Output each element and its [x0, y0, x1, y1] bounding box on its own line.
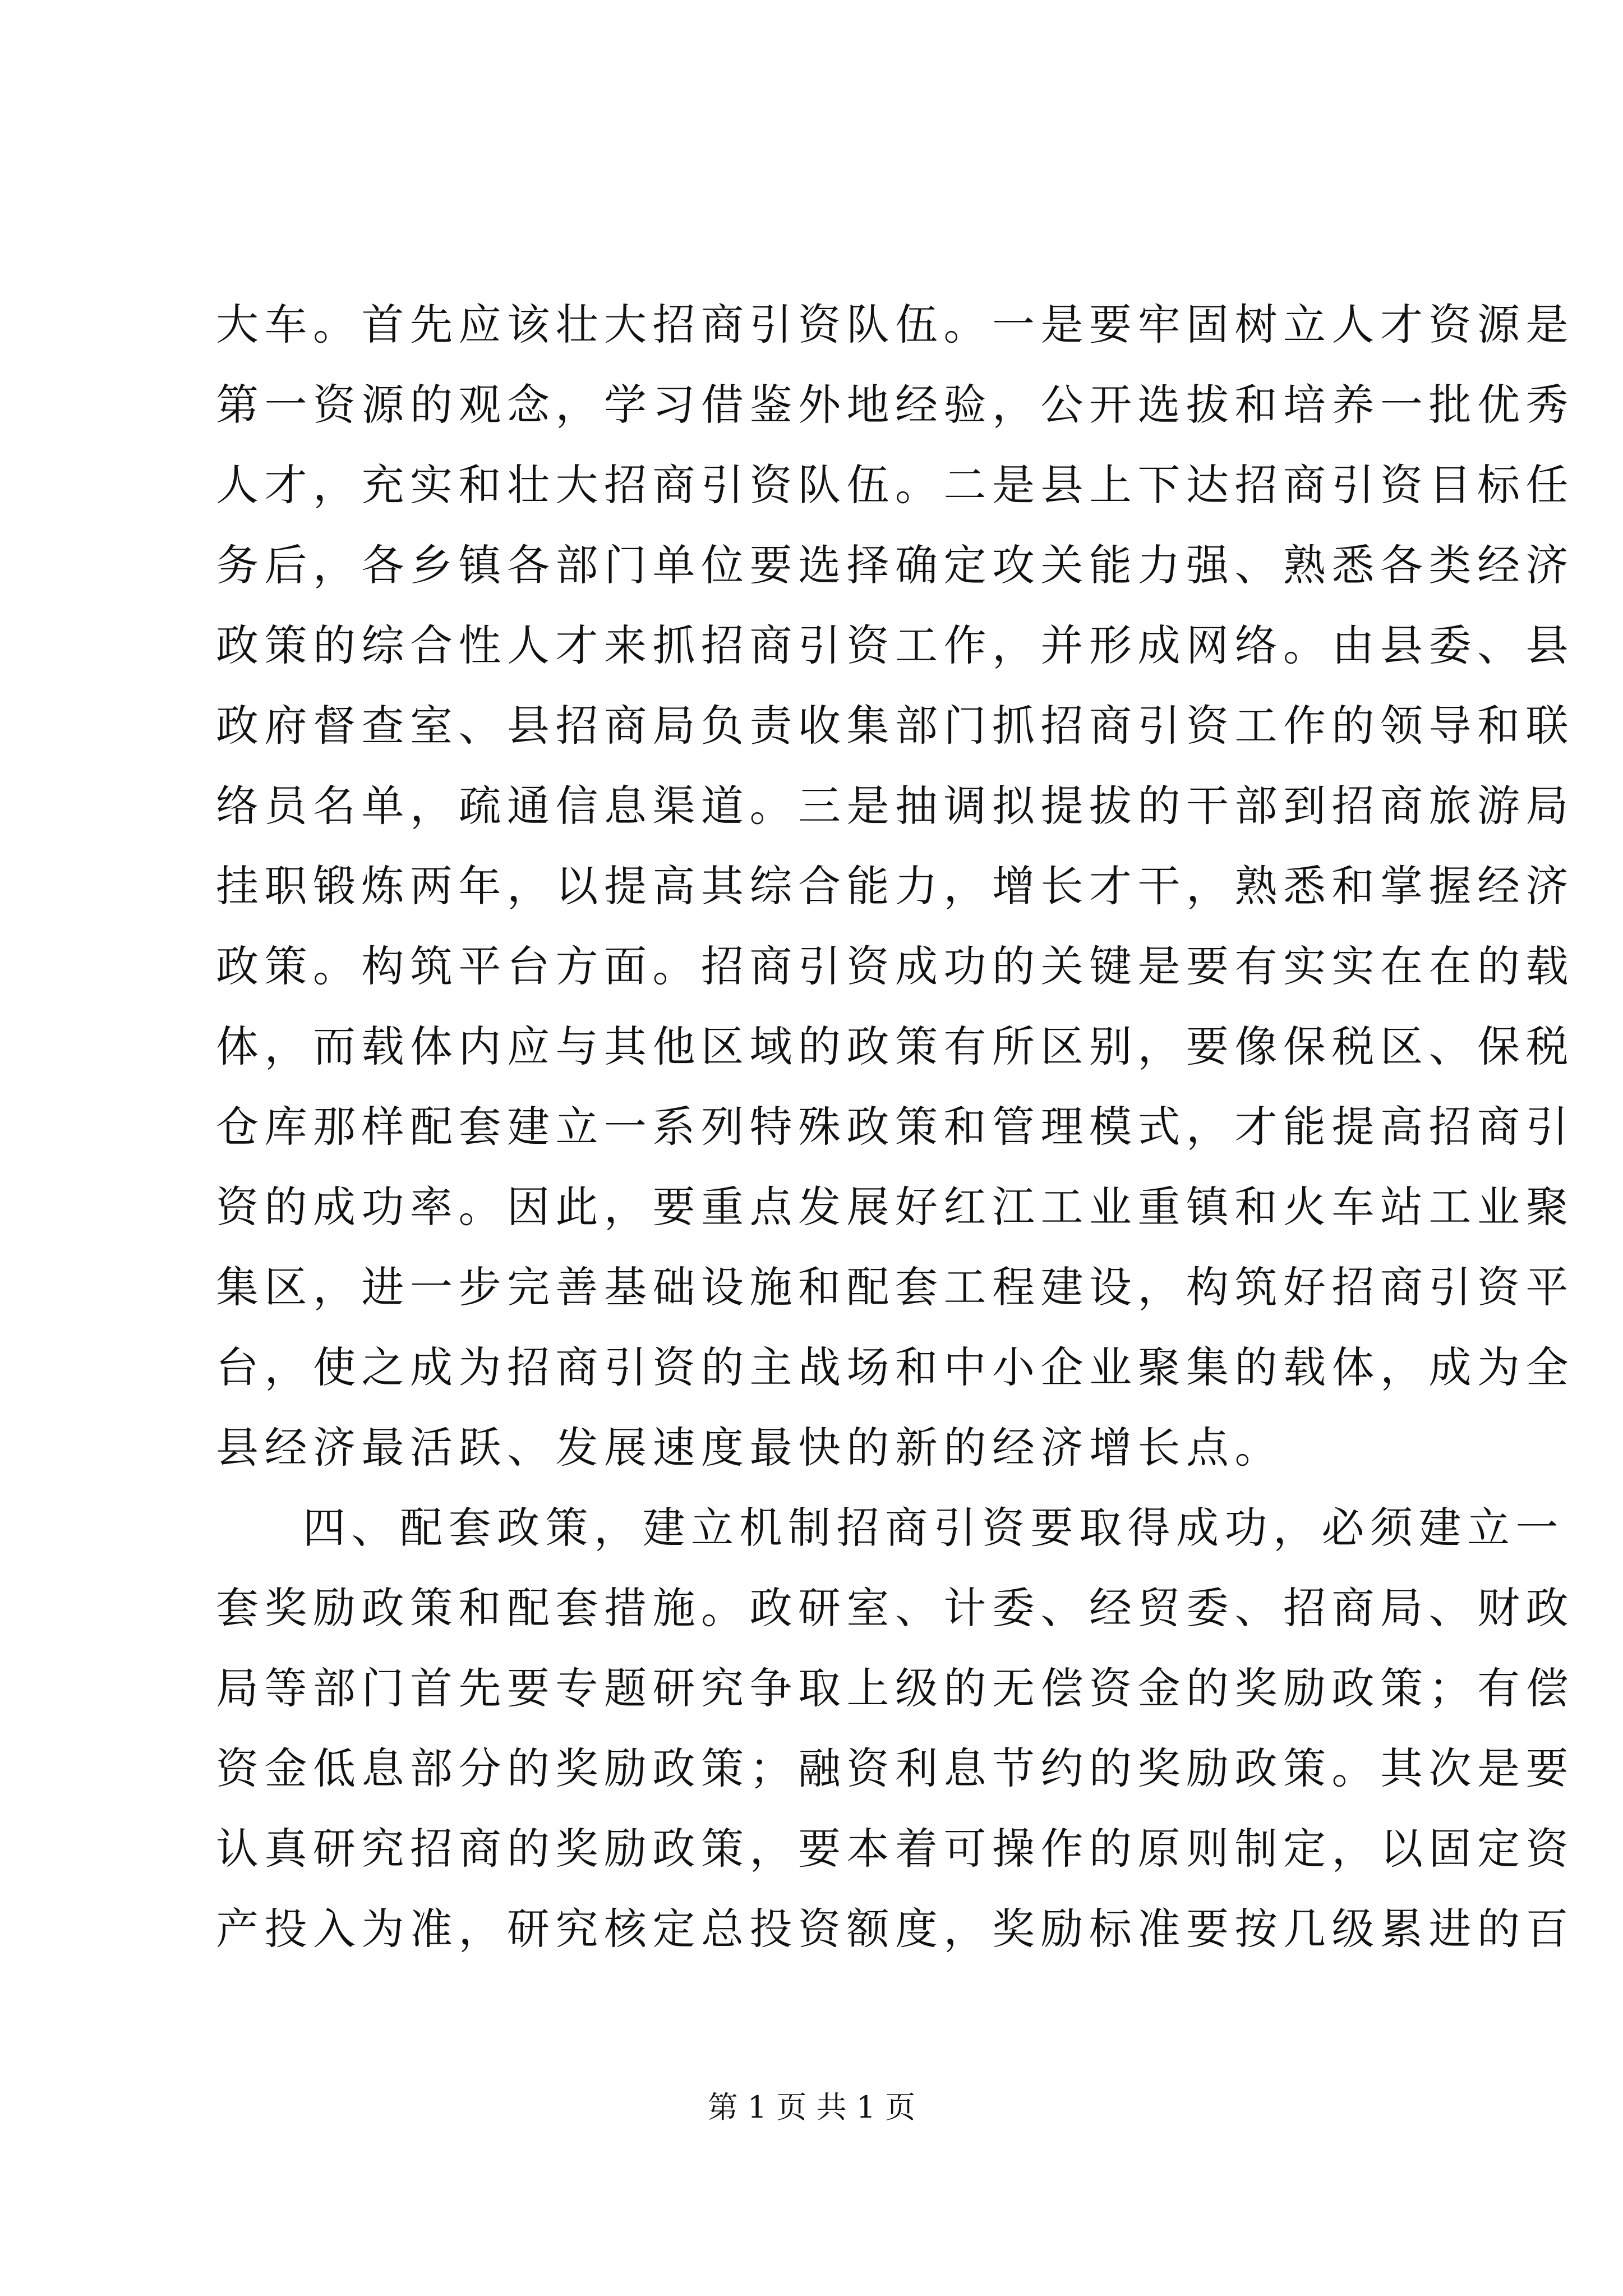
- text-line: 络员名单，疏通信息渠道。三是抽调拟提拔的干部到招商旅游局: [216, 781, 1574, 831]
- text-line: 大车。首先应该壮大招商引资队伍。一是要牢固树立人才资源是: [216, 300, 1574, 349]
- text-line: 仓库那样配套建立一系列特殊政策和管理模式，才能提高招商引: [216, 1102, 1574, 1152]
- text-line: 人才，充实和壮大招商引资队伍。二是县上下达招商引资目标任: [216, 460, 1574, 510]
- text-line: 局等部门首先要专题研究争取上级的无偿资金的奖励政策；有偿: [216, 1663, 1574, 1713]
- page-number-footer: 第 1 页 共 1 页: [707, 2090, 916, 2125]
- text-line: 政策。构筑平台方面。招商引资成功的关键是要有实实在在的载: [216, 941, 1574, 991]
- text-line: 务后，各乡镇各部门单位要选择确定攻关能力强、熟悉各类经济: [216, 540, 1574, 590]
- text-line: 台，使之成为招商引资的主战场和中小企业聚集的载体，成为全: [216, 1342, 1574, 1392]
- text-line: 产投入为准，研究核定总投资额度，奖励标准要按几级累进的百: [216, 1904, 1574, 1954]
- text-line: 挂职锻炼两年，以提高其综合能力，增长才干，熟悉和掌握经济: [216, 861, 1574, 911]
- text-line: 资的成功率。因此，要重点发展好红江工业重镇和火车站工业聚: [216, 1182, 1574, 1232]
- text-line: 第一资源的观念，学习借鉴外地经验，公开选拔和培养一批优秀: [216, 380, 1574, 430]
- paragraph-first-line: 四、配套政策，建立机制招商引资要取得成功，必须建立一: [303, 1503, 1564, 1553]
- text-line: 套奖励政策和配套措施。政研室、计委、经贸委、招商局、财政: [216, 1583, 1574, 1633]
- text-line: 资金低息部分的奖励政策；融资利息节约的奖励政策。其次是要: [216, 1743, 1574, 1793]
- text-line: 体，而载体内应与其他区域的政策有所区别，要像保税区、保税: [216, 1022, 1574, 1071]
- text-line: 集区，进一步完善基础设施和配套工程建设，构筑好招商引资平: [216, 1262, 1574, 1312]
- text-line: 政策的综合性人才来抓招商引资工作，并形成网络。由县委、县: [216, 620, 1574, 670]
- text-line: 认真研究招商的奖励政策，要本着可操作的原则制定，以固定资: [216, 1824, 1574, 1874]
- text-line: 县经济最活跃、发展速度最快的新的经济增长点。: [216, 1423, 1283, 1473]
- text-line: 政府督查室、县招商局负责收集部门抓招商引资工作的领导和联: [216, 701, 1574, 751]
